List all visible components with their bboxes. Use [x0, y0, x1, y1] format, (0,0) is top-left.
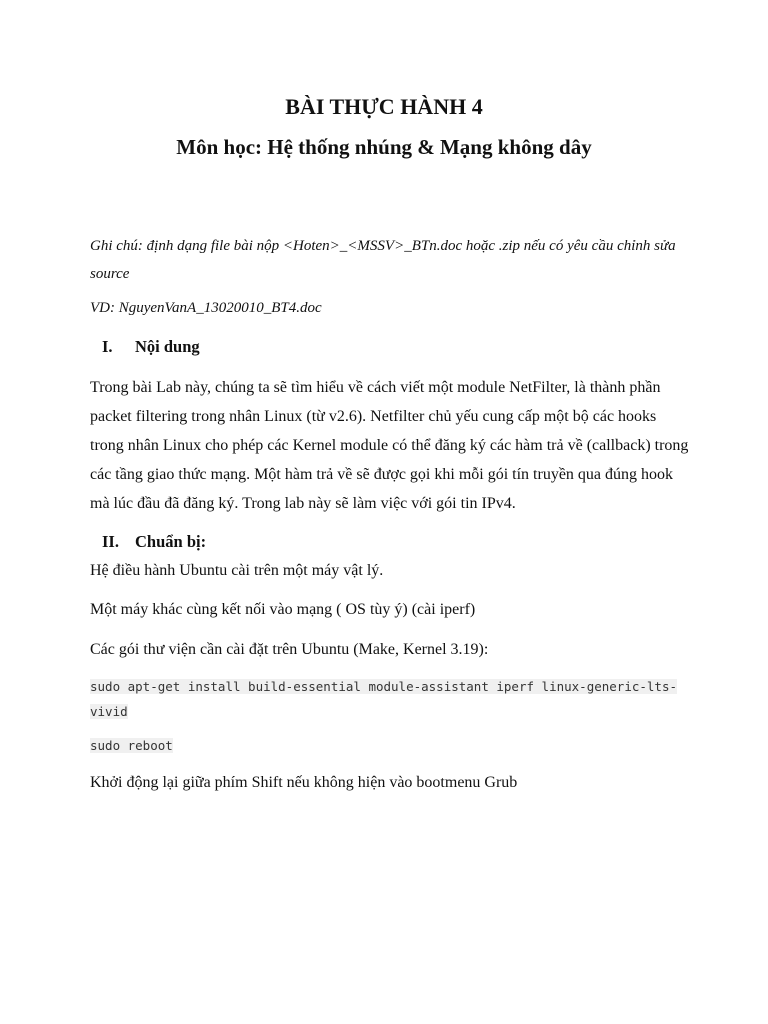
code-text: sudo apt-get install build-essential module-assistant iperf linux-generic-lts-vivid	[90, 679, 677, 719]
section-heading-preparation	[102, 530, 206, 554]
requirement-line: Các gói thư viện cần cài đặt trên Ubuntu (Make, Kernel 3.19):	[90, 641, 489, 658]
section-title: Chuẩn bị:	[135, 532, 207, 551]
section-number: II.	[102, 532, 119, 551]
code-text: sudo reboot	[90, 738, 173, 753]
page-title: BÀI THỰC HÀNH 4	[285, 94, 483, 119]
section-number: I.	[102, 337, 113, 356]
code-block-install	[90, 674, 690, 724]
reboot-instruction: Khởi động lại giữa phím Shift nếu không hiện vào bootmenu Grub	[90, 774, 518, 791]
page-subtitle: Môn học: Hệ thống nhúng & Mạng không dây	[176, 135, 592, 159]
filename-example: VD: NguyenVanA_13020010_BT4.doc	[90, 300, 322, 316]
requirement-line: Hệ điều hành Ubuntu cài trên một máy vật lý.	[90, 562, 384, 579]
requirement-line: Một máy khác cùng kết nối vào mạng ( OS tùy ý) (cài iperf)	[90, 601, 476, 618]
section-heading-content	[102, 335, 200, 359]
submission-note: Ghi chú: định dạng file bài nộp <Hoten>_<MSSV>_BTn.doc hoặc .zip nếu có yêu cầu chỉnh sửa source	[90, 238, 676, 282]
content-paragraph: Trong bài Lab này, chúng ta sẽ tìm hiểu về cách viết một module NetFilter, là thành phần packet filtering trong nhân Linux (từ v2.6). Netfilter chủ yếu cung cấp một bộ các hooks trong nhân Linux cho phép các Kernel module có thể đăng ký các hàm trả về (callback) trong các tầng giao thức mạng. Một hàm trả về sẽ được gọi khi mỗi gói tín truyền qua đúng hook mà lúc đầu đã đăng ký. Trong lab này sẽ làm việc với gói tin IPv4.	[90, 379, 689, 512]
section-title: Nội dung	[135, 337, 200, 356]
code-block-reboot	[90, 733, 690, 758]
